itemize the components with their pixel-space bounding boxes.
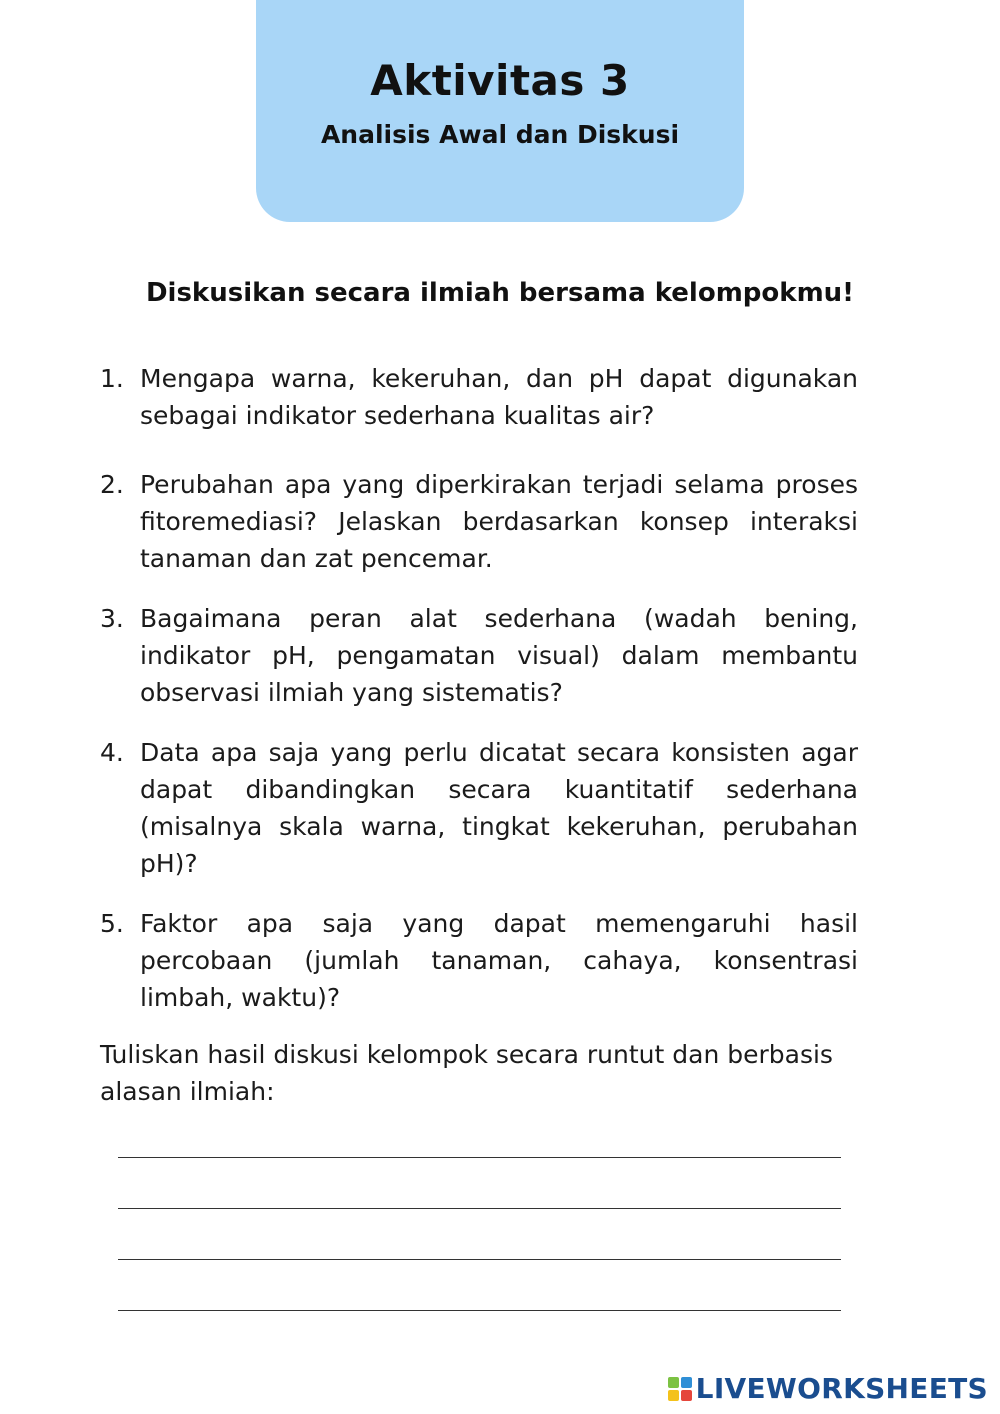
- question-text: Perubahan apa yang diperkirakan terjadi selama proses fitoremediasi? Jelaskan berdasarkan konsep interaksi tanaman dan zat pencemar.: [140, 470, 858, 573]
- question-text: Bagaimana peran alat sederhana (wadah bening, indikator pH, pengamatan visual) dalam membantu observasi ilmiah yang sistematis?: [140, 604, 858, 707]
- instruction-heading: Diskusikan secara ilmiah bersama kelompokmu!: [145, 278, 855, 308]
- answer-line[interactable]: [118, 1259, 841, 1260]
- question-text: Data apa saja yang perlu dicatat secara konsisten agar dapat dibandingkan secara kuantitatif sederhana (misalnya skala warna, tingkat kekeruhan, perubahan pH)?: [140, 738, 858, 878]
- answer-line[interactable]: [118, 1157, 841, 1158]
- page-title: Aktivitas 3: [370, 56, 630, 105]
- answer-line[interactable]: [118, 1310, 841, 1311]
- question-number: 5.: [100, 909, 124, 938]
- question-number: 3.: [100, 604, 124, 633]
- header-box: [256, 0, 744, 222]
- answer-line[interactable]: [118, 1208, 841, 1209]
- question-text: Faktor apa saja yang dapat memengaruhi hasil percobaan (jumlah tanaman, cahaya, konsentrasi limbah, waktu)?: [140, 909, 858, 1012]
- logo-square-red: [681, 1390, 692, 1401]
- question-item: [100, 466, 858, 577]
- liveworksheets-logo-icon: [668, 1377, 692, 1401]
- question-text: Mengapa warna, kekeruhan, dan pH dapat digunakan sebagai indikator sederhana kualitas air?: [140, 364, 858, 430]
- page-subtitle: Analisis Awal dan Diskusi: [320, 120, 680, 149]
- logo-square-green: [668, 1377, 679, 1388]
- logo-square-yellow: [668, 1390, 679, 1401]
- logo-square-blue: [681, 1377, 692, 1388]
- question-list: [100, 360, 858, 1016]
- question-item: [100, 600, 858, 711]
- question-item: [100, 905, 858, 1016]
- question-number: 4.: [100, 738, 124, 767]
- brand-logo: [668, 1372, 988, 1405]
- question-item: [100, 360, 858, 434]
- brand-name: LIVEWORKSHEETS: [695, 1372, 988, 1405]
- question-number: 1.: [100, 364, 124, 393]
- question-item: [100, 734, 858, 882]
- question-number: 2.: [100, 470, 124, 499]
- answer-prompt: Tuliskan hasil diskusi kelompok secara runtut dan berbasis alasan ilmiah:: [100, 1040, 833, 1106]
